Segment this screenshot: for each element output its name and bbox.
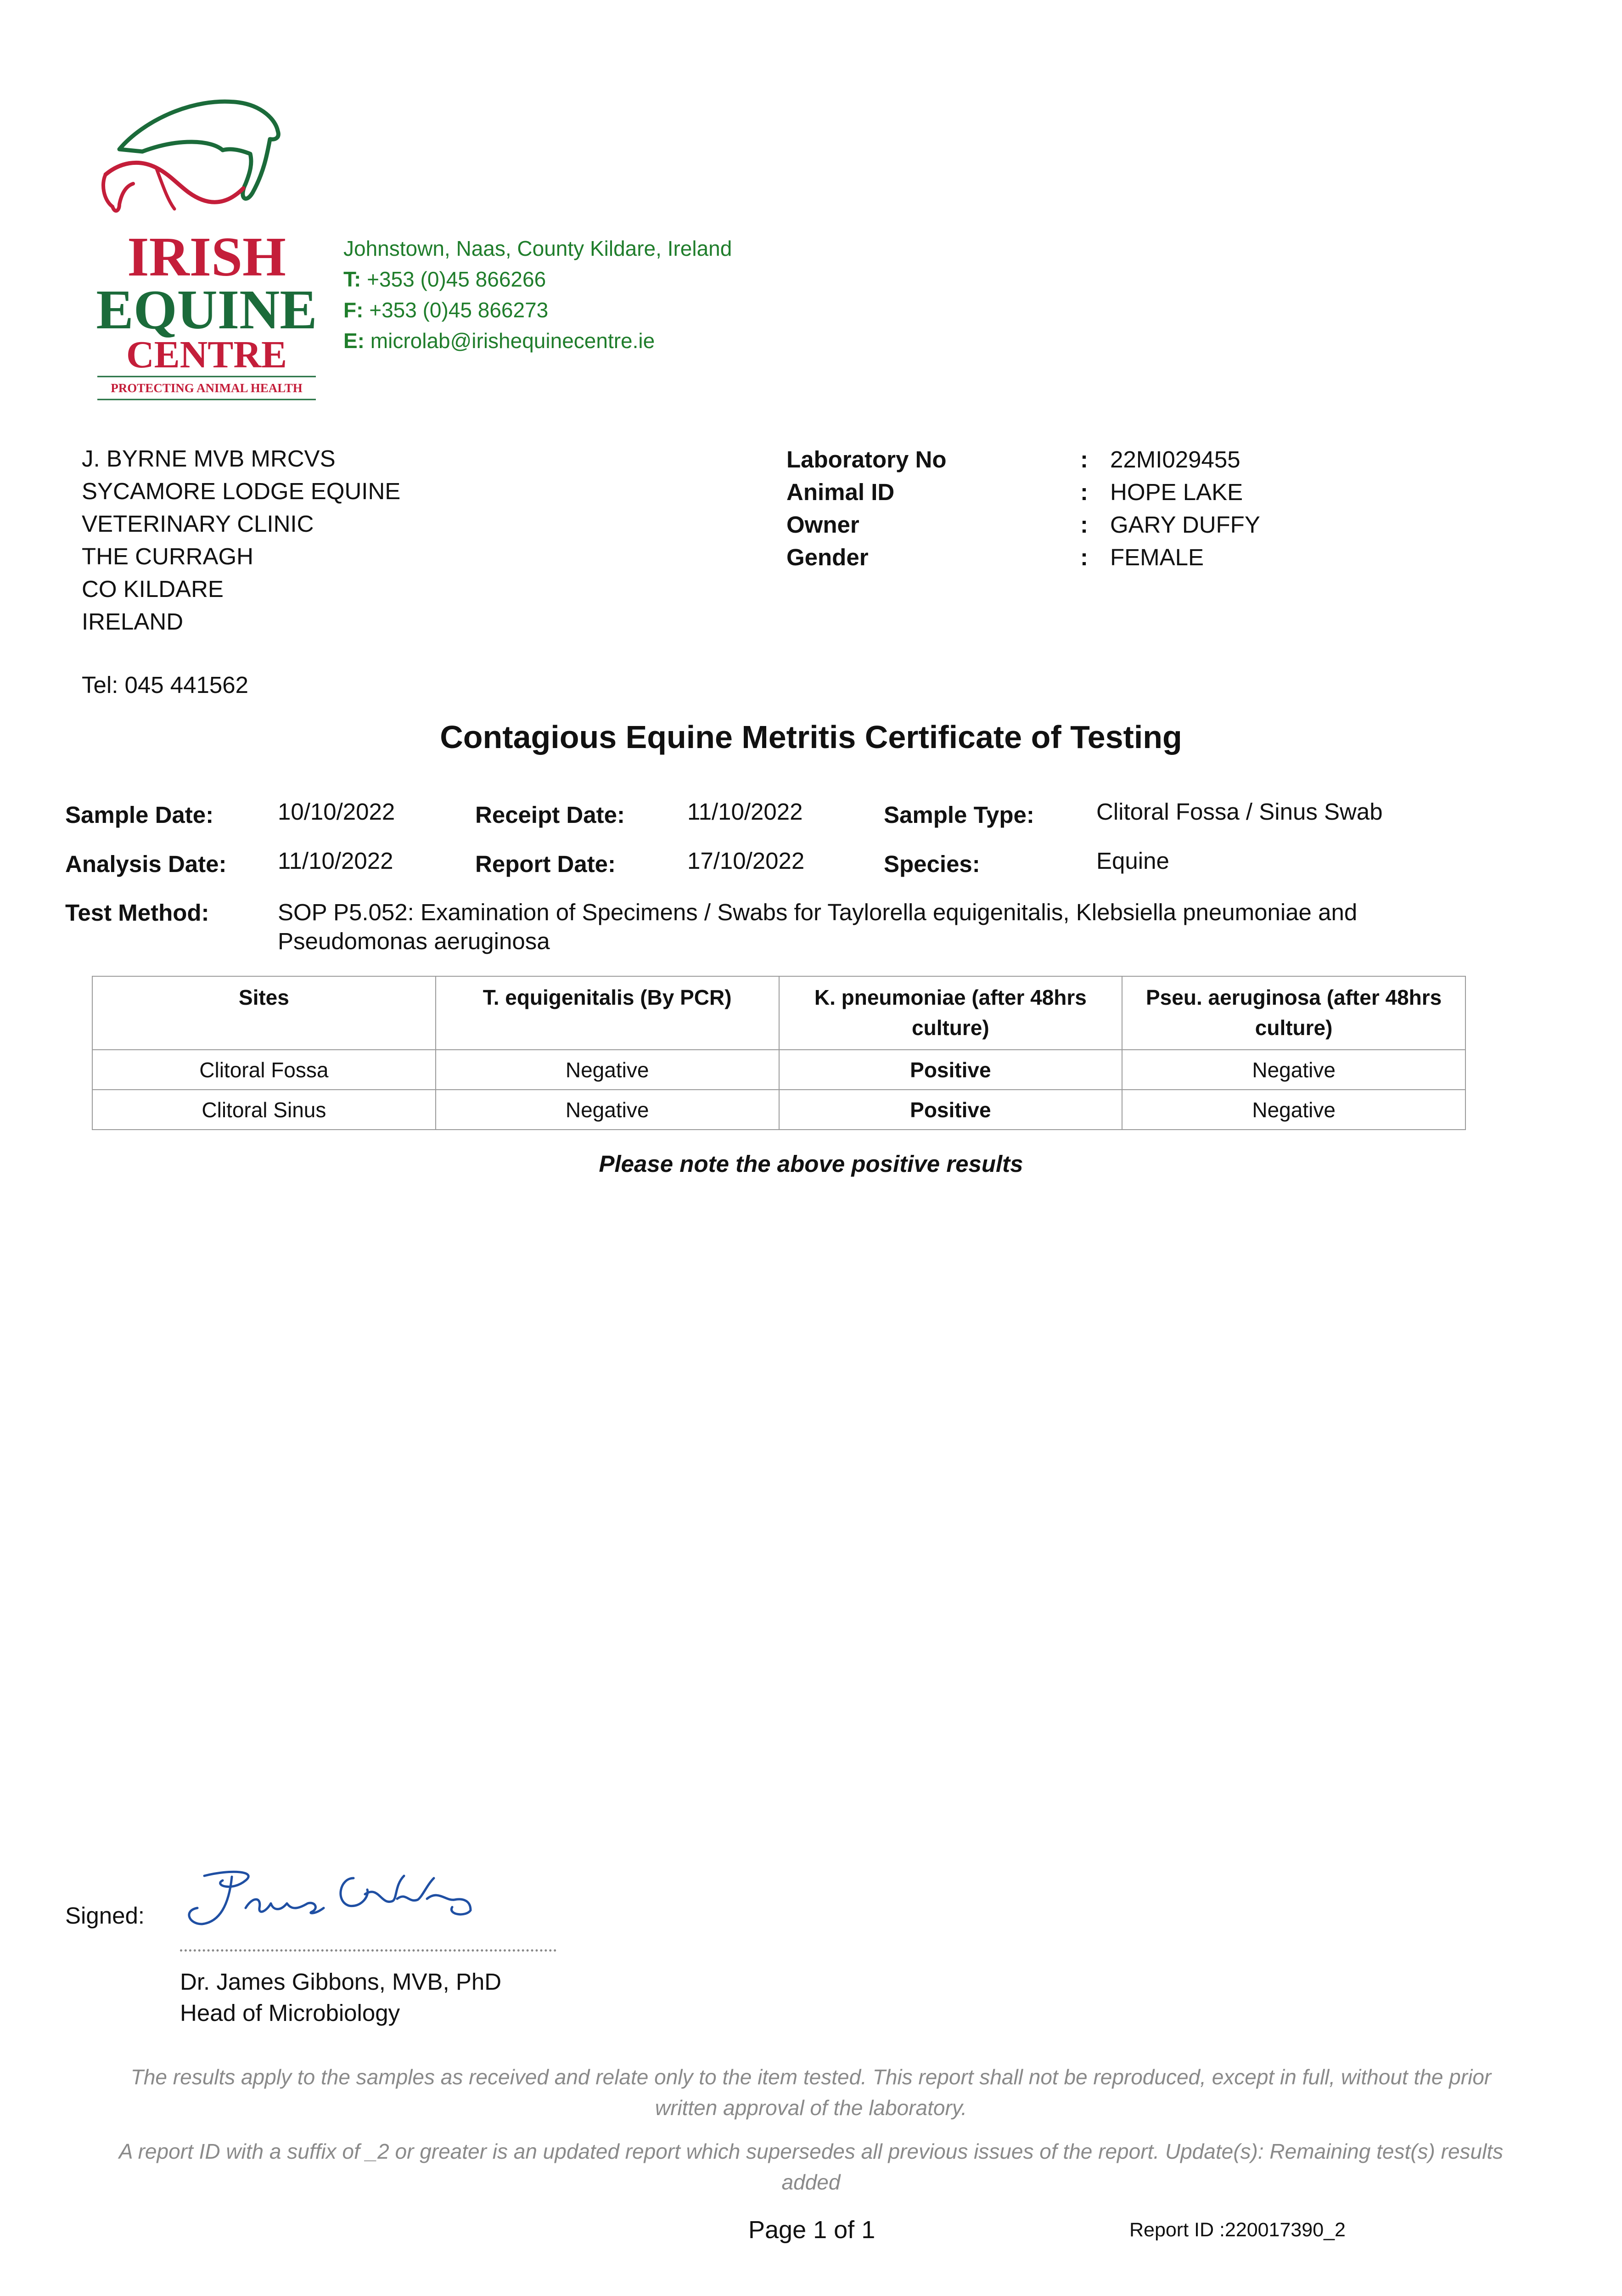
analysis-date-value: 11/10/2022 xyxy=(278,848,393,874)
table-cell-site: Clitoral Fossa xyxy=(92,1050,436,1090)
lab-phone: T: +353 (0)45 866266 xyxy=(343,267,546,291)
meta-separator: : xyxy=(1080,544,1088,570)
meta-row-lab-no xyxy=(786,443,1260,476)
disclaimer-report-id: A report ID with a suffix of _2 or greater is an updated report which supersedes all previous issues of the report. Update(s): Remaining test(s) results added xyxy=(118,2139,1504,2194)
results-table xyxy=(92,976,1466,1130)
table-cell-result: Positive xyxy=(779,1090,1122,1130)
logo-equine: EQUINE xyxy=(96,279,317,341)
meta-row-animal-id xyxy=(786,476,1260,508)
page-number: Page 1 of 1 xyxy=(748,2216,876,2244)
logo-centre: CENTRE xyxy=(126,333,287,376)
column-header: Sites xyxy=(92,976,436,1050)
address-line: J. BYRNE MVB MRCVS xyxy=(82,445,336,472)
column-header: T. equigenitalis (By PCR) xyxy=(436,976,779,1050)
table-cell-result: Negative xyxy=(436,1090,779,1130)
signer-name: Dr. James Gibbons, MVB, PhD xyxy=(180,1969,502,1995)
certificate-title: Contagious Equine Metritis Certificate of Testing xyxy=(440,719,1182,755)
address-line: CO KILDARE xyxy=(82,576,224,602)
meta-separator: : xyxy=(1080,512,1088,538)
sample-metadata xyxy=(786,443,1260,574)
lab-address: Johnstown, Naas, County Kildare, Ireland xyxy=(343,236,732,260)
signature-dotted-line xyxy=(180,1949,556,1952)
meta-row-owner xyxy=(786,508,1260,541)
report-date-label: Report Date: xyxy=(475,851,616,877)
handwritten-signature xyxy=(177,1857,507,1949)
recipient-address xyxy=(82,442,400,638)
column-header: K. pneumoniae (after 48hrs culture) xyxy=(779,976,1122,1050)
lab-contact-block xyxy=(343,233,732,356)
species-label: Species: xyxy=(884,851,980,877)
signed-label: Signed: xyxy=(65,1902,145,1929)
meta-separator: : xyxy=(1080,446,1088,473)
logo-irish: IRISH xyxy=(127,226,286,288)
meta-value: FEMALE xyxy=(1110,544,1204,570)
address-line: VETERINARY CLINIC xyxy=(82,511,314,537)
sample-date-value: 10/10/2022 xyxy=(278,799,395,825)
table-cell-result: Negative xyxy=(1122,1050,1465,1090)
meta-row-gender xyxy=(786,541,1260,574)
receipt-date-value: 11/10/2022 xyxy=(687,799,803,825)
irish-equine-centre-logo xyxy=(87,94,326,406)
table-row xyxy=(92,1090,1465,1130)
test-method-value: SOP P5.052: Examination of Specimens / Swabs for Taylorella equigenitalis, Klebsiella pneumoniae and Pseudomonas aeruginosa xyxy=(278,899,1358,954)
meta-separator: : xyxy=(1080,479,1088,505)
table-cell-site: Clitoral Sinus xyxy=(92,1090,436,1130)
positive-results-note: Please note the above positive results xyxy=(599,1151,1023,1177)
meta-value: HOPE LAKE xyxy=(1110,479,1243,505)
meta-label: Owner xyxy=(786,512,859,538)
lab-fax: F: +353 (0)45 866273 xyxy=(343,298,549,322)
horse-head-red xyxy=(103,174,133,211)
table-cell-result: Negative xyxy=(436,1050,779,1090)
sample-type-value: Clitoral Fossa / Sinus Swab xyxy=(1096,799,1383,825)
disclaimer-results: The results apply to the samples as received and relate only to the item tested. This report shall not be reproduced, except in full, without the prior written approval of the laboratory. xyxy=(130,2065,1492,2120)
test-method-label: Test Method: xyxy=(65,900,209,926)
sample-date-label: Sample Date: xyxy=(65,802,214,828)
species-value: Equine xyxy=(1096,848,1169,874)
table-cell-result: Negative xyxy=(1122,1090,1465,1130)
logo-tagline: PROTECTING ANIMAL HEALTH xyxy=(111,381,303,395)
lab-email: E: microlab@irishequinecentre.ie xyxy=(343,329,655,353)
table-row xyxy=(92,1050,1465,1090)
signer-block xyxy=(180,1966,501,2029)
address-line: SYCAMORE LODGE EQUINE xyxy=(82,478,401,504)
meta-label: Laboratory No xyxy=(786,446,947,473)
sample-type-label: Sample Type: xyxy=(884,802,1034,828)
analysis-date-label: Analysis Date: xyxy=(65,851,227,877)
signer-role: Head of Microbiology xyxy=(180,2000,400,2026)
recipient-tel: Tel: 045 441562 xyxy=(82,672,248,698)
address-line: IRELAND xyxy=(82,608,184,635)
meta-label: Gender xyxy=(786,544,869,570)
horse-outline-green xyxy=(119,101,278,199)
report-date-value: 17/10/2022 xyxy=(687,848,805,874)
meta-value: GARY DUFFY xyxy=(1110,512,1260,538)
horse-outline-red xyxy=(106,163,243,202)
table-cell-result: Positive xyxy=(779,1050,1122,1090)
column-header: Pseu. aeruginosa (after 48hrs culture) xyxy=(1122,976,1465,1050)
meta-label: Animal ID xyxy=(786,479,895,505)
meta-value: 22MI029455 xyxy=(1110,446,1240,473)
table-header-row xyxy=(92,976,1465,1050)
report-id: Report ID :220017390_2 xyxy=(1129,2219,1346,2241)
receipt-date-label: Receipt Date: xyxy=(475,802,625,828)
address-line: THE CURRAGH xyxy=(82,543,254,569)
